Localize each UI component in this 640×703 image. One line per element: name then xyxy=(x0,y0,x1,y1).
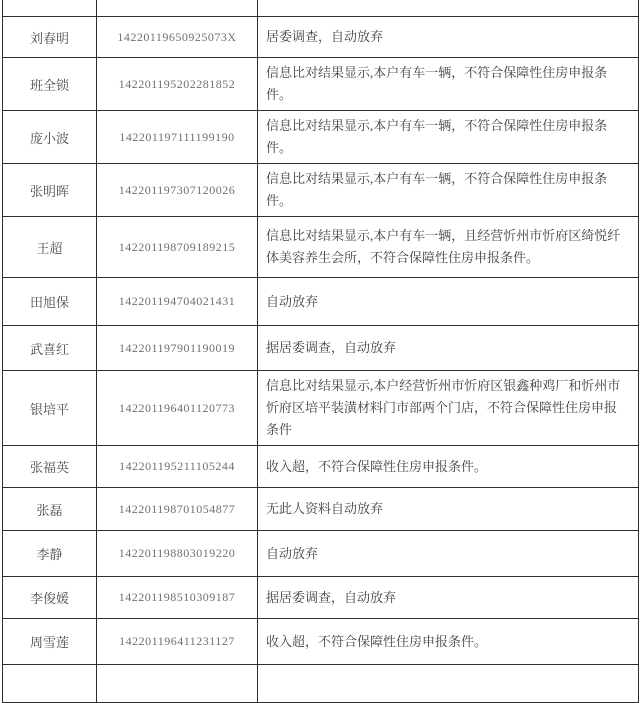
reason-cell: 收入超，不符合保障性住房申报条件。 xyxy=(258,446,639,488)
table-row xyxy=(3,278,639,326)
name-cell xyxy=(3,665,97,703)
name-cell: 李静 xyxy=(3,531,97,577)
table-row xyxy=(3,164,639,217)
name-cell: 张磊 xyxy=(3,488,97,531)
applicants-review-table xyxy=(2,0,639,703)
table-row-partial-bottom xyxy=(3,665,639,703)
id-cell: 142201194704021431 xyxy=(97,278,258,326)
id-cell xyxy=(97,665,258,703)
name-cell xyxy=(3,0,97,17)
reason-cell: 信息比对结果显示,本户有车一辆，不符合保障性住房申报条件。 xyxy=(258,111,639,164)
reason-cell: 信息比对结果显示,本户有车一辆，不符合保障性住房申报条件。 xyxy=(258,164,639,217)
id-cell: 142201195211105244 xyxy=(97,446,258,488)
name-cell: 刘春明 xyxy=(3,17,97,58)
name-cell: 王超 xyxy=(3,217,97,278)
name-cell: 武喜红 xyxy=(3,326,97,371)
id-cell: 142201198803019220 xyxy=(97,531,258,577)
id-cell: 142201196411231127 xyxy=(97,619,258,665)
table-row xyxy=(3,371,639,446)
reason-cell: 据居委调查，自动放弃 xyxy=(258,326,639,371)
reason-cell: 信息比对结果显示,本户有车一辆，不符合保障性住房申报条件。 xyxy=(258,58,639,111)
table-row xyxy=(3,217,639,278)
name-cell: 张明晖 xyxy=(3,164,97,217)
reason-cell: 自动放弃 xyxy=(258,531,639,577)
table-container xyxy=(2,0,638,703)
id-cell: 142201198510309187 xyxy=(97,577,258,619)
table-row xyxy=(3,619,639,665)
id-cell: 142201198709189215 xyxy=(97,217,258,278)
id-cell: 14220119650925073X xyxy=(97,17,258,58)
id-cell: 142201195202281852 xyxy=(97,58,258,111)
table-row xyxy=(3,488,639,531)
name-cell: 班全锁 xyxy=(3,58,97,111)
reason-cell: 据居委调查，自动放弃 xyxy=(258,577,639,619)
reason-cell: 自动放弃 xyxy=(258,278,639,326)
id-cell xyxy=(97,0,258,17)
name-cell: 田旭保 xyxy=(3,278,97,326)
name-cell: 周雪莲 xyxy=(3,619,97,665)
reason-cell xyxy=(258,0,639,17)
name-cell: 李俊媛 xyxy=(3,577,97,619)
table-row xyxy=(3,111,639,164)
table-row xyxy=(3,58,639,111)
reason-cell: 信息比对结果显示,本户经营忻州市忻府区银鑫种鸡厂和忻州市忻府区培平装潢材料门市部两个门店，不符合保障性住房申报条件 xyxy=(258,371,639,446)
name-cell: 庞小波 xyxy=(3,111,97,164)
reason-cell: 无此人资料自动放弃 xyxy=(258,488,639,531)
table-row xyxy=(3,531,639,577)
reason-cell xyxy=(258,665,639,703)
table-row xyxy=(3,17,639,58)
id-cell: 142201197307120026 xyxy=(97,164,258,217)
id-cell: 142201197111199190 xyxy=(97,111,258,164)
reason-cell: 收入超，不符合保障性住房申报条件。 xyxy=(258,619,639,665)
name-cell: 银培平 xyxy=(3,371,97,446)
reason-cell: 信息比对结果显示,本户有车一辆，且经营忻州市忻府区绮悦纤体美容养生会所，不符合保障性住房申报条件。 xyxy=(258,217,639,278)
name-cell: 张福英 xyxy=(3,446,97,488)
table-row xyxy=(3,326,639,371)
table-row-partial-top xyxy=(3,0,639,17)
id-cell: 142201198701054877 xyxy=(97,488,258,531)
reason-cell: 居委调查，自动放弃 xyxy=(258,17,639,58)
id-cell: 142201196401120773 xyxy=(97,371,258,446)
table-row xyxy=(3,446,639,488)
table-row xyxy=(3,577,639,619)
id-cell: 142201197901190019 xyxy=(97,326,258,371)
